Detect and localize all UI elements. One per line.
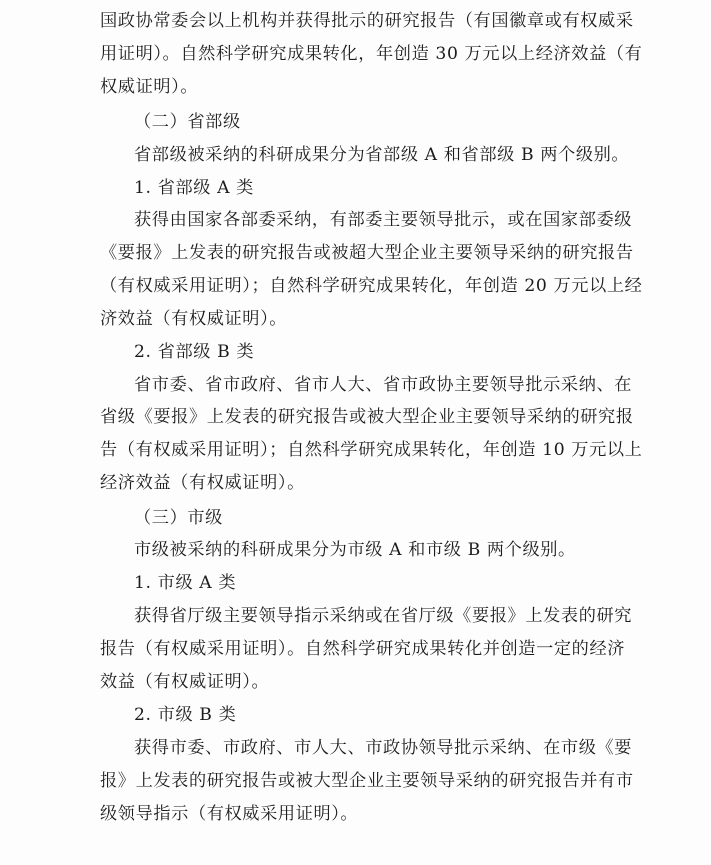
text-line: 级领导指示（有权威采用证明）。 [100,804,359,824]
section-heading: （三）市级 [134,508,223,528]
text-line: 权威证明）。 [100,77,199,97]
text-line: 省市委、省市政府、省市人大、省市政协主要领导批示采纳、在 [134,375,633,395]
text-line: 《要报》上发表的研究报告或被超大型企业主要领导采纳的研究报告 [100,243,634,263]
text-line: 市级被采纳的科研成果分为市级 A 和市级 B 两个级别。 [134,540,576,560]
text-line: 经济效益（有权威证明）。 [100,473,305,493]
text-line: 报》上发表的研究报告或被大型企业主要领导采纳的研究报告并有市 [100,771,634,791]
text-line: 获得市委、市政府、市人大、市政协领导批示采纳、在市级《要 [134,738,633,758]
subsection-heading: 2. 市级 B 类 [134,705,237,725]
text-line: 用证明）。自然科学研究成果转化，年创造 30 万元以上经济效益（有 [100,44,643,64]
text-line: 获得省厅级主要领导指示采纳或在省厅级《要报》上发表的研究 [134,606,633,626]
text-line: 济效益（有权威证明）。 [100,309,288,329]
text-line: 报告（有权威采用证明）。自然科学研究成果转化并创造一定的经济 [100,639,626,659]
subsection-heading: 1. 省部级 A 类 [134,178,254,198]
section-heading: （二）省部级 [134,112,241,132]
subsection-heading: 1. 市级 A 类 [134,573,237,593]
text-line: 获得由国家各部委采纳，有部委主要领导批示，或在国家部委级 [134,210,633,230]
text-line: （有权威采用证明）；自然科学研究成果转化，年创造 20 万元以上经 [100,276,643,296]
text-line: 告（有权威采用证明）；自然科学研究成果转化，年创造 10 万元以上 [100,440,643,460]
subsection-heading: 2. 省部级 B 类 [134,342,255,362]
text-line: 省级《要报》上发表的研究报告或被大型企业主要领导采纳的研究报 [100,407,634,427]
text-line: 省部级被采纳的科研成果分为省部级 A 和省部级 B 两个级别。 [134,145,630,165]
text-line: 效益（有权威证明）。 [100,672,270,692]
text-line: 国政协常委会以上机构并获得批示的研究报告（有国徽章或有权威采 [100,11,634,31]
